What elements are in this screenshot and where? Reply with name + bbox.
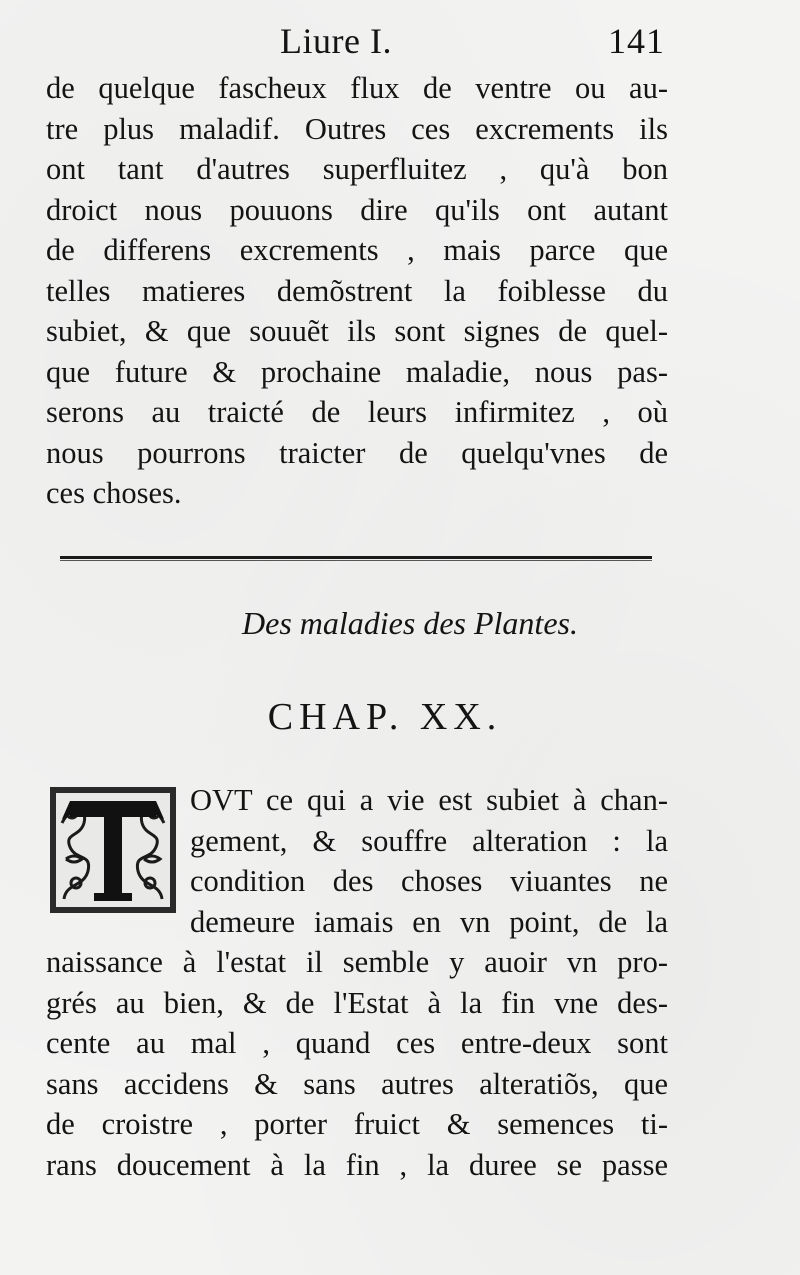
text-line: que future & prochaine maladie, nous pas- (46, 354, 668, 389)
ornamental-drop-cap (48, 783, 178, 917)
text-line: de croistre , porter fruict & semences ti- (46, 1107, 668, 1141)
text-line: ces choses. (46, 476, 182, 510)
text-line: condition des choses viuantes ne (190, 864, 668, 898)
chapter-opening-lines (190, 780, 668, 942)
text-line: telles matieres demõstrent la foiblesse du (46, 273, 668, 308)
chapter-heading: CHAP. XX. (267, 696, 503, 738)
text-line: subiet, & que souuẽt ils sont signes de quel- (46, 314, 668, 348)
text-line: serons au traicté de leurs infirmitez , où (46, 395, 668, 429)
section-divider-rule (60, 556, 652, 559)
text-line: nous pourrons traicter de quelqu'vnes de (46, 435, 668, 470)
text-line: OVT ce qui a vie est subiet à chan- (190, 783, 668, 817)
text-line: tre plus maladif. Outres ces excrements ils (46, 111, 668, 146)
text-line: naissance à l'estat il semble y auoir vn pro- (46, 945, 668, 979)
text-line: droict nous pouuons dire qu'ils ont autant (46, 192, 668, 227)
text-line: rans doucement à la fin , la duree se passe (46, 1147, 668, 1182)
page-header (0, 18, 800, 64)
chapter-paragraph (46, 942, 668, 1185)
text-line: sans accidens & sans autres alteratiõs, que (46, 1066, 668, 1101)
text-line: de differens excrements , mais parce que (46, 233, 668, 267)
text-line: grés au bien, & de l'Estat à la fin vne des- (46, 985, 668, 1020)
text-line: de quelque fascheux flux de ventre ou au- (46, 71, 668, 105)
text-line: ont tant d'autres superfluitez , qu'à bon (46, 152, 668, 186)
page-number: 141 (608, 21, 665, 61)
running-head: Liure I. (280, 21, 392, 61)
text-line: cente au mal , quand ces entre-deux sont (46, 1026, 668, 1060)
continued-paragraph (46, 68, 668, 514)
text-line: gement, & souffre alteration : la (190, 823, 668, 858)
section-title: Des maladies des Plantes. (242, 605, 578, 641)
text-line: demeure iamais en vn point, de la (190, 904, 668, 939)
